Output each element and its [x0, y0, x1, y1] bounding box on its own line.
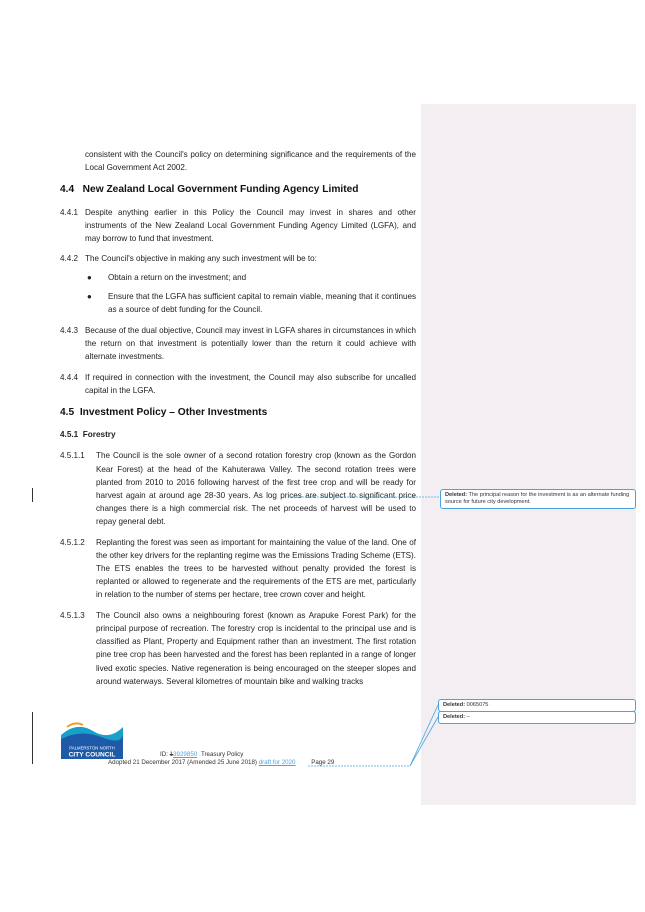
paragraph-number: 4.5.1.2 — [60, 537, 85, 547]
footer-adopted-line — [108, 759, 334, 766]
footer-page-number: 29 — [327, 759, 335, 766]
section-title: New Zealand Local Government Funding Agency Limited — [82, 184, 359, 196]
paragraph-number: 4.4.2 — [60, 254, 79, 264]
comment-text: 0065075 — [466, 702, 489, 708]
paragraph-text: Replanting the forest was seen as important for maintaining the value of the land. One of the other key drivers for the replanting regime was the Emissions Trading Scheme (ETS). The ETS enables the trees to be harvested without penalty provided the forest is replanted or allowed to regenerate and the requirements of the ETS are met, particularly in relation to the number of stems per hectare, tree crown cover and height. — [96, 537, 416, 600]
comment-deleted[interactable] — [440, 489, 636, 509]
intro-paragraph: consistent with the Council's policy on determining significance and the requirements of the Local Government Act 2002. — [85, 150, 416, 173]
paragraph-number: 4.5.1.1 — [60, 451, 85, 461]
comment-label: Deleted: — [445, 492, 468, 498]
bullet-icon: ● — [87, 291, 92, 301]
paragraph-text: Despite anything earlier in this Policy the Council may invest in shares and other instruments of the New Zealand Local Government Funding Agency Limited (LGFA), and may borrow to fund that investment. — [85, 207, 416, 244]
section-number: 4.5.1 — [60, 430, 79, 440]
section-title: Forestry — [82, 430, 116, 440]
footer-id-inserted: 3929850 — [173, 751, 198, 758]
footer-id-label: ID: — [160, 751, 168, 758]
section-number: 4.4 — [60, 184, 75, 196]
comment-text: – — [466, 714, 470, 720]
footer-draft: draft for 2020 — [258, 759, 296, 766]
paragraph-text: The Council also owns a neighbouring forest (known as Arapuke Forest Park) for the principal purpose of recreation. The forestry crop is incidental to the principal use and is classified as Plant, Property and Equipment rather than an investment. The first rotation pine tree crop has been harvested and the forest has been replanted in a range of longer lived exotic species. Native regeneration is being encouraged on the steeper slopes and around waterways. Several kilometres of mountain bike and walking tracks — [96, 610, 416, 686]
bullet-text: Ensure that the LGFA has sufficient capital to remain viable, meaning that it continues as a source of debt funding for the Council. — [108, 291, 416, 314]
comment-label: Deleted: — [443, 714, 466, 720]
paragraph-number: 4.4.1 — [60, 207, 79, 217]
comment-text: The principal reason for the investment is as an alternate funding source for future city development. — [445, 492, 630, 505]
paragraph-number: 4.5.1.3 — [60, 610, 85, 620]
comment-label: Deleted: — [443, 702, 466, 708]
footer-page-label: Page — [311, 759, 326, 766]
paragraph-text: Because of the dual objective, Council may invest in LGFA shares in circumstances in which the return on that investment is potentially lower than the return it could achieve with alternate investments. — [85, 326, 416, 362]
section-title: Investment Policy – Other Investments — [79, 407, 268, 419]
footer-id-line — [160, 751, 243, 758]
bullet-icon: ● — [87, 273, 92, 283]
paragraph-number: 4.4.4 — [60, 372, 79, 382]
logo-line-1: PALMERSTON NORTH — [69, 745, 115, 751]
paragraph-text: If required in connection with the investment, the Council may also subscribe for uncalled capital in the LGFA. — [85, 372, 416, 395]
paragraph-text: The Council's objective in making any such investment will be to: — [85, 254, 317, 264]
comment-deleted[interactable] — [438, 711, 636, 724]
bullet-text: Obtain a return on the investment; and — [108, 273, 247, 283]
paragraph-text: The Council is the sole owner of a second rotation forestry crop (known as the Gordon Kear Forest) at the head of the Kahuterawa Valley. The second rotation trees were planted from 2010 to 2016 following harvest of the first tree crop and will be ready for harvest again at around age 28-30 years. As log prices are subject to significant price changes there is a high commercial risk. The net proceeds of harvest will be used to repay general debt. — [96, 451, 416, 527]
section-number: 4.5 — [60, 407, 75, 419]
logo-line-2: CITY COUNCIL — [68, 751, 116, 759]
council-logo — [61, 719, 123, 759]
footer-doc-title: Treasury Policy — [200, 751, 244, 758]
footer-adopted: Adopted 21 December 2017 (Amended 25 June 2018) — [108, 759, 257, 766]
footer-id-value: 1 — [169, 751, 174, 758]
paragraph-number: 4.4.3 — [60, 326, 79, 336]
